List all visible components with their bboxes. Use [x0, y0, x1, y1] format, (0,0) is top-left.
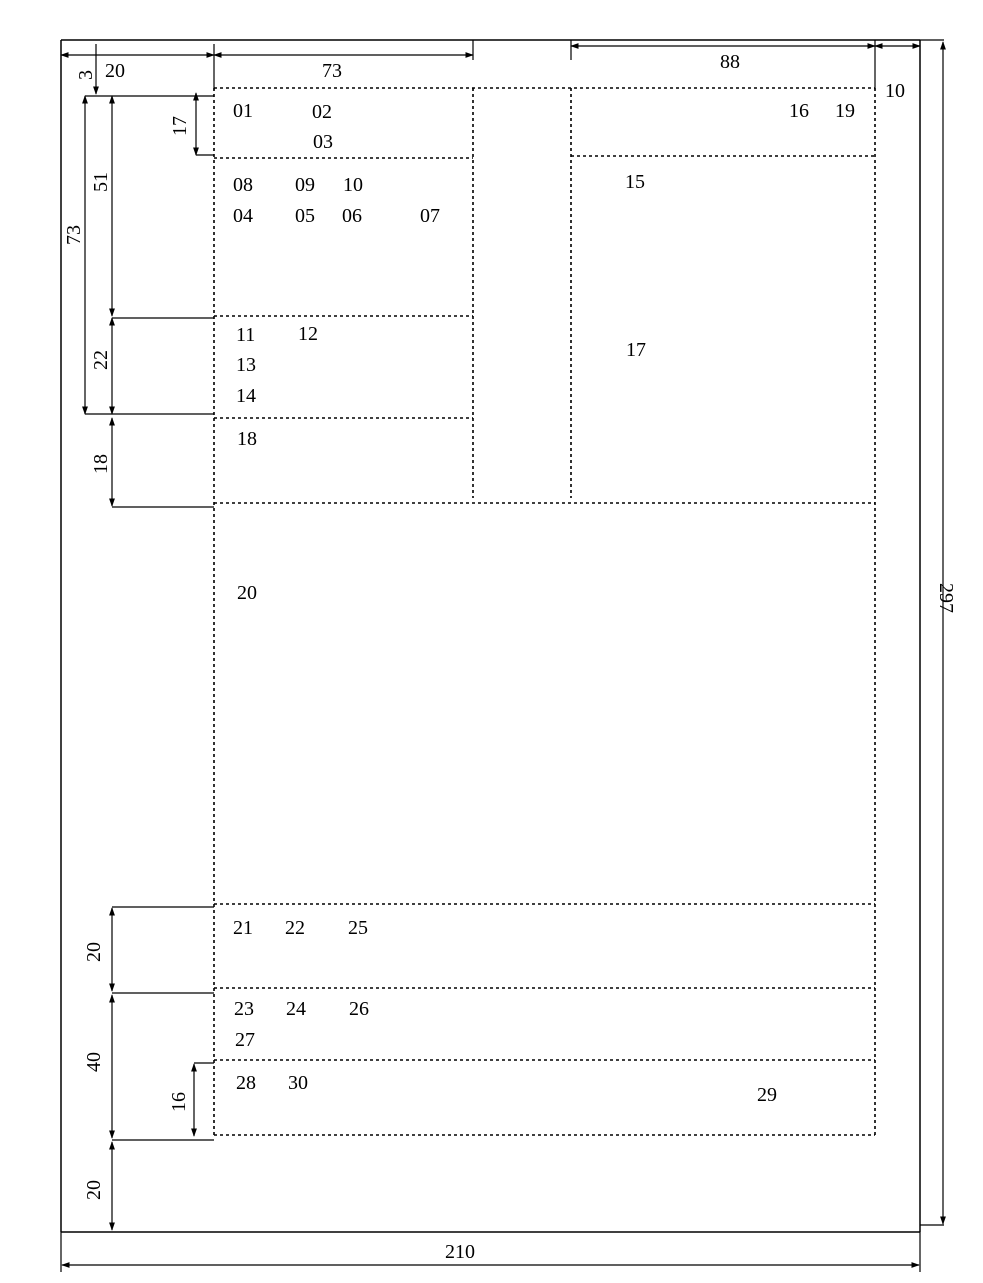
field-19: 19: [835, 100, 855, 122]
dim-rows-11-14: 22: [90, 350, 112, 370]
dim-row-28-30: 16: [168, 1092, 190, 1112]
field-25: 25: [348, 917, 368, 939]
dim-page-width: 210: [445, 1241, 475, 1263]
field-14: 14: [236, 385, 256, 407]
field-22: 22: [285, 917, 305, 939]
dim-top-margin: 3: [75, 70, 97, 80]
dim-row-18: 18: [90, 454, 112, 474]
field-08: 08: [233, 174, 253, 196]
dim-header-height: 73: [63, 225, 85, 245]
field-06: 06: [342, 205, 362, 227]
dimension-labels: [63, 51, 957, 1263]
field-12: 12: [298, 323, 318, 345]
field-09: 09: [295, 174, 315, 196]
field-24: 24: [286, 998, 306, 1020]
field-07: 07: [420, 205, 440, 227]
field-20: 20: [237, 582, 257, 604]
field-10: 10: [343, 174, 363, 196]
field-26: 26: [349, 998, 369, 1020]
field-01: 01: [233, 100, 253, 122]
page-outline: [61, 40, 920, 1232]
field-05: 05: [295, 205, 315, 227]
dim-right-margin: 10: [885, 80, 905, 102]
field-30: 30: [288, 1072, 308, 1094]
field-04: 04: [233, 205, 253, 227]
dim-row-21-25: 20: [83, 942, 105, 962]
dim-rows-01-10: 51: [90, 172, 112, 192]
field-02: 02: [312, 101, 332, 123]
dim-left-block-width: 73: [322, 60, 342, 82]
field-16: 16: [789, 100, 809, 122]
dim-right-block-width: 88: [720, 51, 740, 73]
dim-bottom-margin: 20: [83, 1180, 105, 1200]
dim-row-01-03: 17: [169, 116, 191, 136]
field-21: 21: [233, 917, 253, 939]
dim-left-margin: 20: [105, 60, 125, 82]
field-27: 27: [235, 1029, 255, 1051]
field-boxes: [214, 88, 875, 1135]
field-23: 23: [234, 998, 254, 1020]
field-11: 11: [236, 324, 256, 346]
field-13: 13: [236, 354, 256, 376]
field-29: 29: [757, 1084, 777, 1106]
field-28: 28: [236, 1072, 256, 1094]
field-18: 18: [237, 428, 257, 450]
dimension-lines: [61, 40, 944, 1272]
dim-rows-23-30: 40: [83, 1052, 105, 1072]
field-03: 03: [313, 131, 333, 153]
field-17: 17: [626, 339, 646, 361]
field-numbers: [233, 100, 855, 1106]
dim-page-height: 297: [935, 583, 957, 613]
field-15: 15: [625, 171, 645, 193]
